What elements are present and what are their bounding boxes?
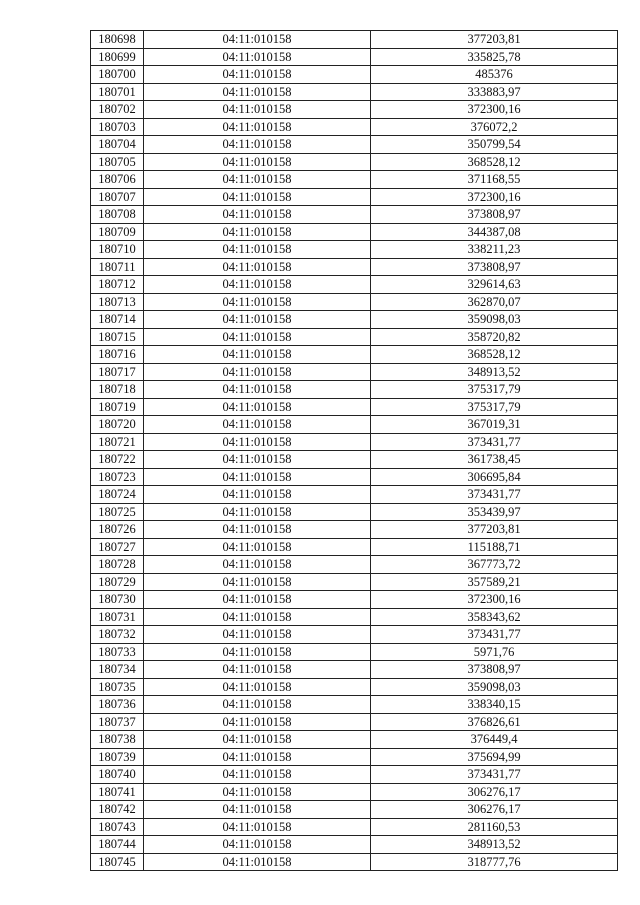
table-row <box>91 748 618 766</box>
row-value-cell: 367773,72 <box>371 556 618 574</box>
row-id-cell: 180730 <box>91 591 144 609</box>
row-id-cell: 180739 <box>91 748 144 766</box>
table-row <box>91 503 618 521</box>
table-row <box>91 31 618 49</box>
table-row <box>91 678 618 696</box>
table-row <box>91 241 618 259</box>
row-value-cell: 306695,84 <box>371 468 618 486</box>
row-id-cell: 180731 <box>91 608 144 626</box>
row-value-cell: 371168,55 <box>371 171 618 189</box>
row-id-cell: 180725 <box>91 503 144 521</box>
table-row <box>91 153 618 171</box>
table-row <box>91 853 618 871</box>
row-id-cell: 180700 <box>91 66 144 84</box>
row-id-cell: 180738 <box>91 731 144 749</box>
table-row <box>91 626 618 644</box>
table-row <box>91 783 618 801</box>
row-code-cell: 04:11:010158 <box>144 293 371 311</box>
row-code-cell: 04:11:010158 <box>144 591 371 609</box>
table-row <box>91 661 618 679</box>
row-code-cell: 04:11:010158 <box>144 328 371 346</box>
row-code-cell: 04:11:010158 <box>144 171 371 189</box>
table-row <box>91 381 618 399</box>
row-value-cell: 372300,16 <box>371 188 618 206</box>
row-code-cell: 04:11:010158 <box>144 503 371 521</box>
row-id-cell: 180729 <box>91 573 144 591</box>
row-value-cell: 377203,81 <box>371 521 618 539</box>
row-value-cell: 344387,08 <box>371 223 618 241</box>
table-row <box>91 258 618 276</box>
row-id-cell: 180741 <box>91 783 144 801</box>
row-id-cell: 180708 <box>91 206 144 224</box>
row-id-cell: 180716 <box>91 346 144 364</box>
row-value-cell: 329614,63 <box>371 276 618 294</box>
row-value-cell: 338211,23 <box>371 241 618 259</box>
row-code-cell: 04:11:010158 <box>144 136 371 154</box>
row-value-cell: 373431,77 <box>371 433 618 451</box>
row-code-cell: 04:11:010158 <box>144 346 371 364</box>
row-id-cell: 180707 <box>91 188 144 206</box>
row-id-cell: 180720 <box>91 416 144 434</box>
table-row <box>91 451 618 469</box>
row-value-cell: 338340,15 <box>371 696 618 714</box>
row-code-cell: 04:11:010158 <box>144 538 371 556</box>
table-row <box>91 223 618 241</box>
row-code-cell: 04:11:010158 <box>144 118 371 136</box>
table-row <box>91 818 618 836</box>
row-value-cell: 358343,62 <box>371 608 618 626</box>
row-id-cell: 180732 <box>91 626 144 644</box>
table-row <box>91 276 618 294</box>
row-value-cell: 281160,53 <box>371 818 618 836</box>
row-id-cell: 180740 <box>91 766 144 784</box>
row-id-cell: 180705 <box>91 153 144 171</box>
row-value-cell: 350799,54 <box>371 136 618 154</box>
row-value-cell: 5971,76 <box>371 643 618 661</box>
table-row <box>91 293 618 311</box>
table-row <box>91 521 618 539</box>
row-id-cell: 180710 <box>91 241 144 259</box>
row-value-cell: 373431,77 <box>371 486 618 504</box>
table-row <box>91 801 618 819</box>
row-value-cell: 377203,81 <box>371 31 618 49</box>
row-value-cell: 348913,52 <box>371 363 618 381</box>
row-value-cell: 372300,16 <box>371 591 618 609</box>
row-value-cell: 357589,21 <box>371 573 618 591</box>
row-value-cell: 376449,4 <box>371 731 618 749</box>
row-code-cell: 04:11:010158 <box>144 381 371 399</box>
row-value-cell: 376072,2 <box>371 118 618 136</box>
table-row <box>91 538 618 556</box>
table-row <box>91 346 618 364</box>
table-row <box>91 328 618 346</box>
row-code-cell: 04:11:010158 <box>144 521 371 539</box>
row-id-cell: 180719 <box>91 398 144 416</box>
row-code-cell: 04:11:010158 <box>144 398 371 416</box>
row-code-cell: 04:11:010158 <box>144 153 371 171</box>
table-row <box>91 573 618 591</box>
row-id-cell: 180721 <box>91 433 144 451</box>
row-value-cell: 373808,97 <box>371 258 618 276</box>
row-id-cell: 180706 <box>91 171 144 189</box>
row-code-cell: 04:11:010158 <box>144 223 371 241</box>
row-id-cell: 180724 <box>91 486 144 504</box>
row-code-cell: 04:11:010158 <box>144 836 371 854</box>
row-value-cell: 358720,82 <box>371 328 618 346</box>
row-code-cell: 04:11:010158 <box>144 748 371 766</box>
row-code-cell: 04:11:010158 <box>144 818 371 836</box>
row-value-cell: 362870,07 <box>371 293 618 311</box>
table-row <box>91 556 618 574</box>
table-row <box>91 643 618 661</box>
row-value-cell: 359098,03 <box>371 311 618 329</box>
row-code-cell: 04:11:010158 <box>144 573 371 591</box>
row-value-cell: 361738,45 <box>371 451 618 469</box>
row-value-cell: 306276,17 <box>371 783 618 801</box>
row-id-cell: 180737 <box>91 713 144 731</box>
row-value-cell: 318777,76 <box>371 853 618 871</box>
table-row <box>91 188 618 206</box>
row-value-cell: 306276,17 <box>371 801 618 819</box>
row-code-cell: 04:11:010158 <box>144 486 371 504</box>
row-code-cell: 04:11:010158 <box>144 276 371 294</box>
table-row <box>91 136 618 154</box>
row-id-cell: 180745 <box>91 853 144 871</box>
row-code-cell: 04:11:010158 <box>144 713 371 731</box>
row-id-cell: 180734 <box>91 661 144 679</box>
table-row <box>91 416 618 434</box>
row-id-cell: 180704 <box>91 136 144 154</box>
row-value-cell: 367019,31 <box>371 416 618 434</box>
row-code-cell: 04:11:010158 <box>144 696 371 714</box>
row-id-cell: 180713 <box>91 293 144 311</box>
row-code-cell: 04:11:010158 <box>144 31 371 49</box>
row-id-cell: 180703 <box>91 118 144 136</box>
row-code-cell: 04:11:010158 <box>144 241 371 259</box>
data-table <box>90 30 618 871</box>
row-id-cell: 180717 <box>91 363 144 381</box>
table-row <box>91 591 618 609</box>
row-code-cell: 04:11:010158 <box>144 363 371 381</box>
row-value-cell: 376826,61 <box>371 713 618 731</box>
row-id-cell: 180714 <box>91 311 144 329</box>
table-row <box>91 118 618 136</box>
row-code-cell: 04:11:010158 <box>144 643 371 661</box>
row-value-cell: 368528,12 <box>371 346 618 364</box>
table-row <box>91 486 618 504</box>
row-code-cell: 04:11:010158 <box>144 801 371 819</box>
row-code-cell: 04:11:010158 <box>144 311 371 329</box>
row-code-cell: 04:11:010158 <box>144 661 371 679</box>
row-value-cell: 335825,78 <box>371 48 618 66</box>
row-id-cell: 180736 <box>91 696 144 714</box>
row-value-cell: 373808,97 <box>371 661 618 679</box>
row-id-cell: 180743 <box>91 818 144 836</box>
row-code-cell: 04:11:010158 <box>144 766 371 784</box>
row-id-cell: 180723 <box>91 468 144 486</box>
table-row <box>91 713 618 731</box>
table-row <box>91 433 618 451</box>
table-row <box>91 83 618 101</box>
row-id-cell: 180715 <box>91 328 144 346</box>
row-value-cell: 333883,97 <box>371 83 618 101</box>
table-row <box>91 398 618 416</box>
row-id-cell: 180726 <box>91 521 144 539</box>
row-value-cell: 353439,97 <box>371 503 618 521</box>
table-row <box>91 766 618 784</box>
row-value-cell: 348913,52 <box>371 836 618 854</box>
table-row <box>91 608 618 626</box>
table-row <box>91 836 618 854</box>
row-value-cell: 375317,79 <box>371 381 618 399</box>
row-value-cell: 115188,71 <box>371 538 618 556</box>
row-code-cell: 04:11:010158 <box>144 206 371 224</box>
row-code-cell: 04:11:010158 <box>144 433 371 451</box>
table-body <box>91 31 618 871</box>
row-code-cell: 04:11:010158 <box>144 48 371 66</box>
row-value-cell: 373431,77 <box>371 626 618 644</box>
row-value-cell: 485376 <box>371 66 618 84</box>
row-code-cell: 04:11:010158 <box>144 556 371 574</box>
row-code-cell: 04:11:010158 <box>144 853 371 871</box>
row-id-cell: 180733 <box>91 643 144 661</box>
row-value-cell: 372300,16 <box>371 101 618 119</box>
row-code-cell: 04:11:010158 <box>144 608 371 626</box>
table-row <box>91 171 618 189</box>
table-row <box>91 696 618 714</box>
row-value-cell: 373808,97 <box>371 206 618 224</box>
row-code-cell: 04:11:010158 <box>144 101 371 119</box>
row-value-cell: 375694,99 <box>371 748 618 766</box>
row-code-cell: 04:11:010158 <box>144 416 371 434</box>
row-id-cell: 180698 <box>91 31 144 49</box>
row-value-cell: 373431,77 <box>371 766 618 784</box>
row-code-cell: 04:11:010158 <box>144 451 371 469</box>
row-code-cell: 04:11:010158 <box>144 188 371 206</box>
table-row <box>91 48 618 66</box>
row-id-cell: 180702 <box>91 101 144 119</box>
row-code-cell: 04:11:010158 <box>144 731 371 749</box>
row-id-cell: 180742 <box>91 801 144 819</box>
table-row <box>91 468 618 486</box>
row-code-cell: 04:11:010158 <box>144 783 371 801</box>
row-id-cell: 180709 <box>91 223 144 241</box>
row-id-cell: 180744 <box>91 836 144 854</box>
row-code-cell: 04:11:010158 <box>144 258 371 276</box>
row-code-cell: 04:11:010158 <box>144 83 371 101</box>
row-id-cell: 180699 <box>91 48 144 66</box>
row-value-cell: 368528,12 <box>371 153 618 171</box>
row-code-cell: 04:11:010158 <box>144 66 371 84</box>
row-id-cell: 180728 <box>91 556 144 574</box>
row-code-cell: 04:11:010158 <box>144 678 371 696</box>
row-id-cell: 180701 <box>91 83 144 101</box>
table-row <box>91 66 618 84</box>
table-row <box>91 311 618 329</box>
row-code-cell: 04:11:010158 <box>144 468 371 486</box>
row-code-cell: 04:11:010158 <box>144 626 371 644</box>
row-id-cell: 180722 <box>91 451 144 469</box>
row-id-cell: 180727 <box>91 538 144 556</box>
row-id-cell: 180718 <box>91 381 144 399</box>
table-row <box>91 363 618 381</box>
row-value-cell: 375317,79 <box>371 398 618 416</box>
table-row <box>91 731 618 749</box>
row-value-cell: 359098,03 <box>371 678 618 696</box>
table-row <box>91 101 618 119</box>
row-id-cell: 180712 <box>91 276 144 294</box>
table-row <box>91 206 618 224</box>
row-id-cell: 180711 <box>91 258 144 276</box>
row-id-cell: 180735 <box>91 678 144 696</box>
